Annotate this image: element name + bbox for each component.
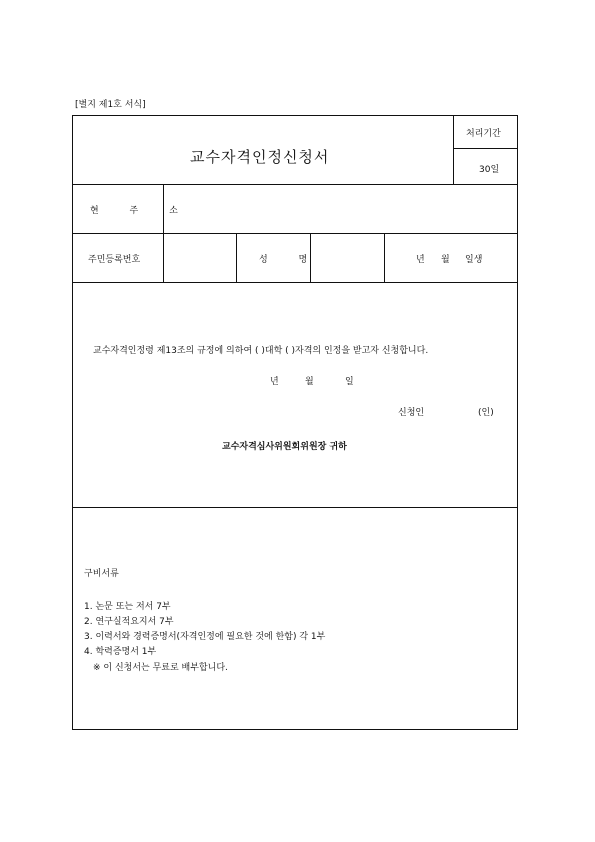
title-row-border	[72, 184, 518, 185]
processing-divider	[453, 115, 454, 185]
date-year-label: 년	[270, 377, 279, 387]
name-field[interactable]	[316, 252, 378, 266]
info-row-border	[72, 282, 518, 283]
processing-period-value: 30일	[479, 165, 500, 175]
date-month-label: 월	[305, 377, 314, 387]
birth-day-label: 일생	[465, 255, 483, 265]
recipient-line: 교수자격심사위원회위원장 귀하	[222, 442, 347, 452]
name-label: 성 명	[259, 255, 322, 265]
document-item: 2. 연구실적요지서 7부	[84, 617, 174, 627]
form-number-note: [별지 제1호 서식]	[75, 100, 146, 110]
processing-period-label: 처리기간	[466, 129, 501, 139]
document-item: 3. 이력서와 경력증명서(자격인정에 필요한 것에 한함) 각 1부	[84, 632, 326, 642]
free-distribution-note: ※ 이 신청서는 무료로 배부합니다.	[93, 663, 228, 673]
application-statement: 교수자격인정령 제13조의 규정에 의하여 ( )대학 ( )자격의 인정을 받고자 신청합니다.	[93, 346, 429, 356]
birth-divider	[384, 233, 385, 282]
name-divider	[310, 233, 311, 282]
resident-id-label: 주민등록번호	[88, 255, 141, 265]
required-documents-heading: 구비서류	[84, 569, 119, 579]
document-item: 1. 논문 또는 저서 7부	[84, 602, 171, 612]
resident-id-field[interactable]	[168, 252, 232, 266]
applicant-label: 신청인	[398, 408, 425, 418]
address-row-border	[72, 233, 518, 234]
applicant-seal: (인)	[478, 408, 494, 418]
birth-month-label: 월	[441, 255, 450, 265]
form-title: 교수자격인정신청서	[190, 148, 330, 166]
statement-section-border	[72, 507, 518, 508]
address-label: 현 주 소	[90, 206, 192, 216]
birth-year-label: 년	[416, 255, 425, 265]
processing-separator	[453, 148, 518, 149]
resident-id-divider	[236, 233, 237, 282]
address-field[interactable]	[172, 203, 512, 217]
date-day-label: 일	[345, 377, 354, 387]
document-item: 4. 학력증명서 1부	[84, 647, 157, 657]
